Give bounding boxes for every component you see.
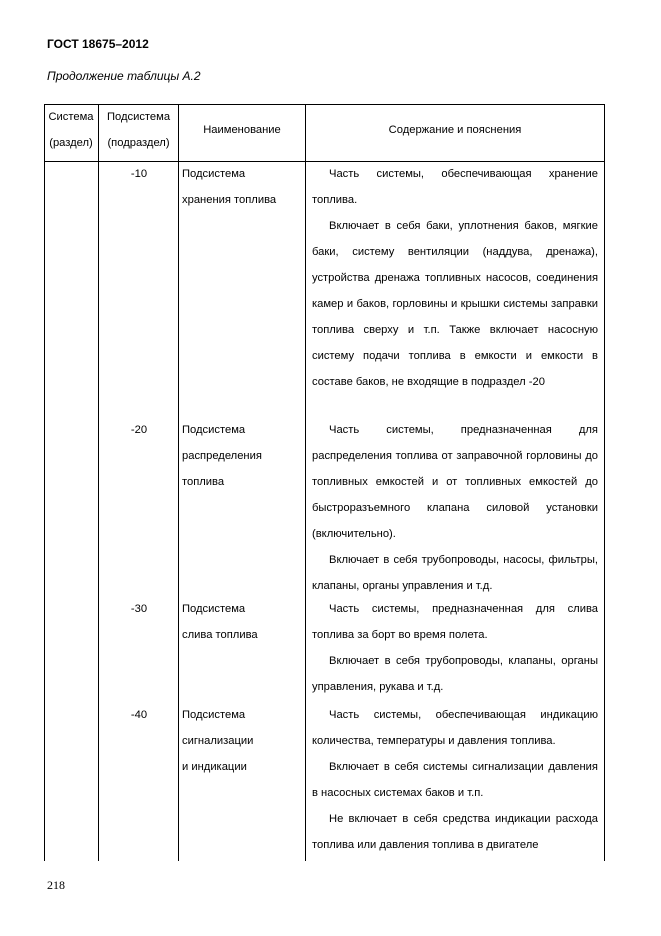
column-divider-2: [178, 104, 179, 861]
column-divider-1: [98, 104, 99, 861]
row-30-paragraph-1: Часть системы, предназначенная для слива топлива за борт во время полета.: [312, 603, 598, 641]
row-40-paragraph-1: Часть системы, обеспечивающая индикацию количества, температуры и давления топлива.: [312, 709, 598, 747]
table-left-border: [44, 104, 45, 861]
row-20-name-line1: Подсистема: [182, 424, 246, 436]
row-40-description: [312, 702, 598, 858]
row-20-paragraph-2: Включает в себя трубопроводы, насосы, фильтры, клапаны, органы управления и т.д.: [312, 554, 598, 592]
row-30-name-line2: слива топлива: [182, 629, 258, 641]
row-30-name: [182, 596, 302, 648]
row-20-name-line2: распределения: [182, 450, 262, 462]
row-40-paragraph-2: Включает в себя системы сигнализации давления в насосных системах баков и т.п.: [312, 761, 598, 799]
header-system-line1: Система: [48, 111, 94, 123]
row-30-code: -30: [130, 603, 148, 615]
table-continuation-caption: Продолжение таблицы А.2: [47, 69, 201, 83]
table-right-border: [604, 104, 605, 861]
row-20-name: [182, 417, 302, 495]
row-40-name-line2: сигнализации: [182, 735, 254, 747]
row-40-name: [182, 702, 302, 780]
row-10-paragraph-2: Включает в себя баки, уплотнения баков, мягкие баки, систему вентиляции (наддува, дренажа), устройства дренажа топливных насосов, соединения камер и баков, горловины и крышки системы заправки топлива сверху и т.п. Также включает насосную систему подачи топлива в емкости и емкости в составе баков, не входящие в подраздел -20: [312, 220, 598, 388]
header-system: [44, 104, 98, 156]
row-30-name-line1: Подсистема: [182, 603, 246, 615]
row-10-name: [182, 161, 302, 213]
row-10-name-line2: хранения топлива: [182, 194, 277, 206]
header-system-line2: (раздел): [49, 137, 93, 149]
page-number: 218: [47, 878, 65, 892]
row-10-paragraph-1: Часть системы, обеспечивающая хранение топлива.: [312, 168, 598, 206]
standard-title: ГОСТ 18675–2012: [47, 37, 149, 51]
row-20-description: [312, 417, 598, 599]
header-name: Наименование: [203, 124, 281, 136]
row-40-code: -40: [130, 709, 148, 721]
row-10-code: -10: [130, 168, 148, 180]
header-content: Содержание и пояснения: [388, 124, 522, 136]
row-40-name-line1: Подсистема: [182, 709, 246, 721]
row-40-name-line3: и индикации: [182, 761, 247, 773]
header-subsystem-line1: Подсистема: [106, 111, 171, 123]
header-subsystem: [99, 104, 178, 156]
row-20-name-line3: топлива: [182, 476, 225, 488]
row-30-paragraph-2: Включает в себя трубопроводы, клапаны, органы управления, рукава и т.д.: [312, 655, 598, 693]
row-20-paragraph-1: Часть системы, предназначенная для распределения топлива от заправочной горловины до топливных емкостей и от топливных емкостей до быстроразъемного клапана силовой установки (включительно).: [312, 424, 598, 540]
row-30-description: [312, 596, 598, 700]
row-10-name-line1: Подсистема: [182, 168, 246, 180]
row-10-description: [312, 161, 598, 395]
row-20-code: -20: [130, 424, 148, 436]
column-divider-3: [305, 104, 306, 861]
header-subsystem-line2: (подраздел): [107, 137, 170, 149]
row-40-paragraph-3: Не включает в себя средства индикации расхода топлива или давления топлива в двигателе: [312, 813, 598, 851]
